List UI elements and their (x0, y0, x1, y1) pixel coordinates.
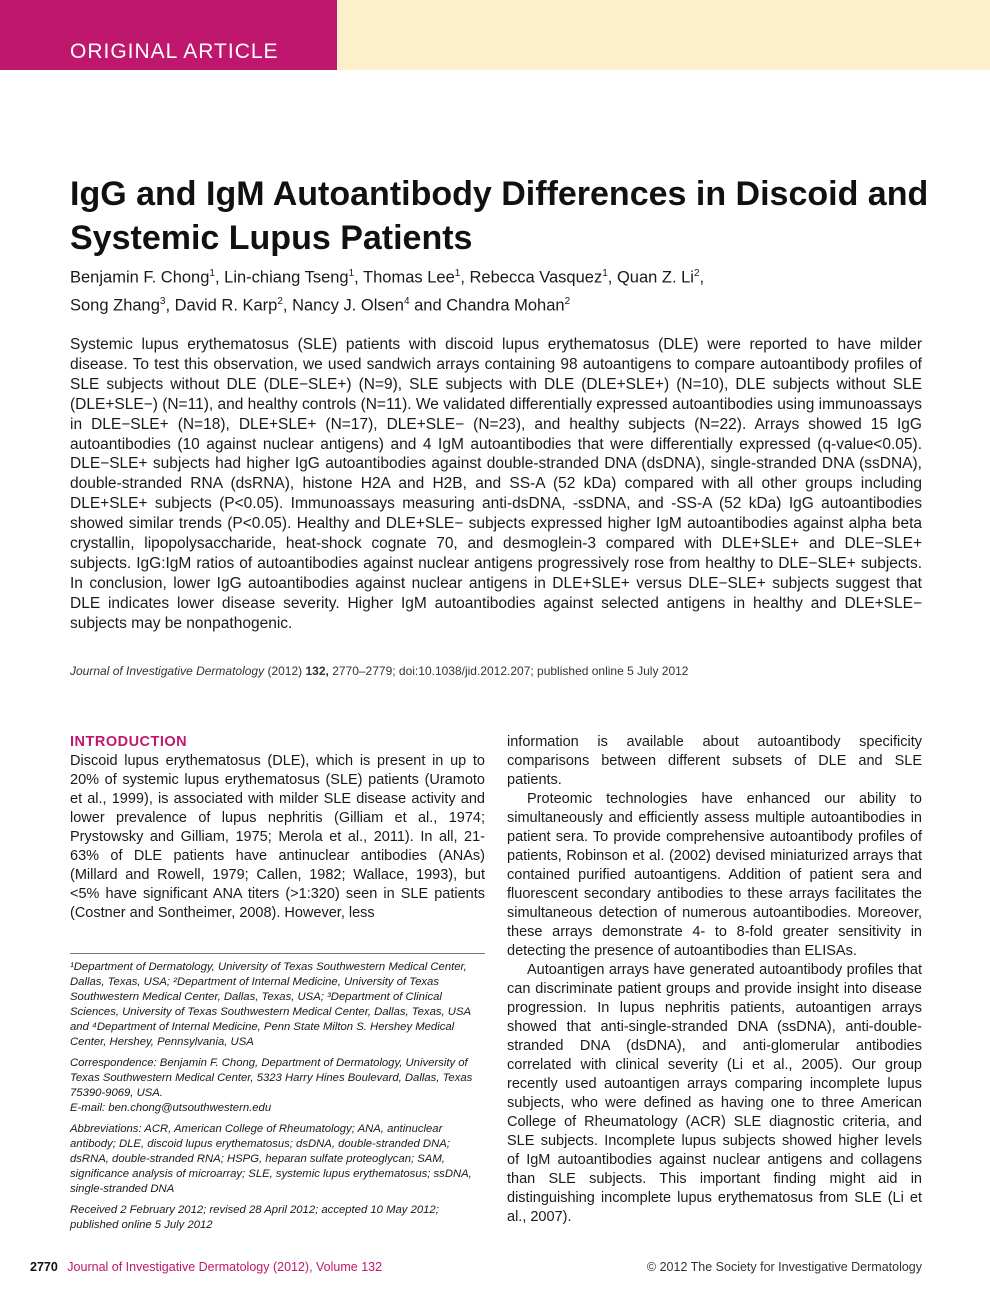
citation-volume: 132, (305, 664, 329, 678)
footer-journal: Journal of Investigative Dermatology (2012), Volume 132 (67, 1260, 383, 1274)
author-affiliation-mark: 1 (348, 268, 355, 279)
author-affiliation-mark: 2 (277, 295, 283, 307)
author-affiliation-mark: 3 (159, 295, 166, 307)
author-affiliation-mark: 1 (454, 268, 461, 279)
author-separator: and (409, 296, 447, 314)
author-name: Lin-chiang Tseng (224, 268, 349, 287)
author-affiliation-mark: 2 (693, 268, 700, 279)
abstract: Systemic lupus erythematosus (SLE) patients with discoid lupus erythematosus (DLE) were reported to have milder disease. To test this observation, we used sandwich arrays containing 98 autoantigens to compare autoantibody profiles of SLE subjects without DLE (DLE−SLE+) (N=9), SLE subjects with DLE (DLE+SLE+) (N=10), DLE subjects without SLE (DLE+SLE−) (N=11), and healthy controls (N=11). We validated differentially expressed autoantibodies using immunoassays in DLE−SLE+ (N=18), DLE+SLE+ (N=17), DLE+SLE− (N=23), and healthy subjects (N=22). Arrays showed 15 IgG autoantibodies (10 against nuclear antigens) and 4 IgM autoantibodies that were differentially expressed (q-value<0.05). DLE−SLE+ subjects had higher IgG autoantibodies against double-stranded DNA (dsDNA), single-stranded DNA (ssDNA), double-stranded RNA (dsRNA), histone H2A and H2B, and SS-A (52 kDa) compared with all other groups including DLE+SLE+ subjects (P<0.05). Immunoassays measuring anti-dsDNA, -ssDNA, and -SS-A (52 kDa) IgG autoantibodies showed similar trends (P<0.05). Healthy and DLE+SLE− subjects expressed higher IgM autoantibodies against alpha beta crystallin, lipopolysaccharide, heat-shock cognate 70, and desmoglein-3 compared with DLE+SLE+ and DLE−SLE+ subjects. IgG:IgM ratios of autoantibodies against nuclear antigens progressively rose from healthy to DLE−SLE+ subjects. In conclusion, lower IgG autoantibodies against nuclear antigens in DLE+SLE+ versus DLE−SLE+ subjects suggest that DLE indicates lower disease severity. Higher IgM autoantibodies against selected antigens in healthy and DLE+SLE− subjects may be nonpathogenic. (70, 336, 922, 632)
banner-fill (337, 0, 990, 70)
author-separator: , (607, 268, 617, 287)
author-separator: , (460, 268, 470, 287)
author-affiliation-mark: 1 (209, 268, 215, 279)
author-name: Song Zhang (70, 296, 160, 314)
section-banner (0, 0, 337, 70)
intro-paragraph-right-2: Proteomic technologies have enhanced our ability to simultaneously and efficiently assess multiple autoantibodies in patient sera. To provide comprehensive autoantibody profiles of patients, Robinson et al. (2002) devised miniaturized arrays that contained purified autoantigens. Addition of patient sera and fluorescent secondary antibodies to these arrays facilitates the simultaneous detection of numerous autoantibodies. Moreover, these arrays demonstrate 4- to 8-fold greater sensitivity in detecting the presence of autoantibodies than ELISAs. (507, 791, 922, 959)
author-name: Nancy J. Olsen (292, 296, 404, 314)
correspondence-block (70, 1056, 485, 1116)
introduction-heading: INTRODUCTION (70, 734, 188, 750)
citation-journal: Journal of Investigative Dermatology (70, 664, 265, 678)
author-name: Benjamin F. Chong (70, 268, 210, 287)
author-line-1 (70, 262, 930, 290)
abbreviations: Abbreviations: ACR, American College of Rheumatology; ANA, antinuclear antibody; DLE, discoid lupus erythematosus; dsDNA, double-stranded DNA; dsRNA, double-stranded RNA; HSPG, heparan sulfate proteoglycan; SAM, significance analysis of microarray; SLE, systemic lupus erythematosus; ssDNA, single-stranded DNA (70, 1123, 472, 1195)
author-name: Chandra Mohan (446, 296, 565, 314)
intro-paragraph-right-1: information is available about autoantibody specificity comparisons between different subsets of DLE and SLE patients. (507, 734, 922, 788)
correspondence: Correspondence: Benjamin F. Chong, Department of Dermatology, University of Texas Southwestern Medical Center, 5323 Harry Hines Boulevard, Dallas, Texas 75390-9069, USA. (70, 1057, 473, 1099)
citation-year: (2012) (267, 664, 303, 678)
author-list (70, 262, 930, 317)
right-column (507, 733, 922, 1227)
author-name: Thomas Lee (363, 268, 455, 287)
email-link[interactable]: E-mail: ben.chong@utsouthwestern.edu (70, 1102, 272, 1114)
author-separator: , (165, 296, 175, 314)
citation-rest: 2770–2779; doi:10.1038/jid.2012.207; published online 5 July 2012 (332, 664, 689, 678)
intro-paragraph-left: Discoid lupus erythematosus (DLE), which is present in up to 20% of systemic lupus erythematosus (SLE) patients (Uramoto et al., 1999), is associated with milder SLE disease activity and lower prevalence of lupus nephritis (Gilliam et al., 1974; Prystowsky and Gilliam, 1975; Merola et al., 2011). In all, 21-63% of DLE patients have antinuclear antibodies (ANAs) (Millard and Rowell, 1979; Callen, 1982; Wallace, 1993), but <5% have significant ANA titers (>1:320) seen in SLE patients (Costner and Sontheimer, 2008). However, less (70, 753, 485, 921)
article-title: IgG and IgM Autoantibody Differences in Discoid and Systemic Lupus Patients (70, 175, 929, 257)
affiliations: ¹Department of Dermatology, University of Texas Southwestern Medical Center, Dallas, Texas, USA; ²Department of Internal Medicine, University of Texas Southwestern Medical Center, Dallas, Texas, USA; ³Department of Clinical Sciences, University of Texas Southwestern Medical Center, Dallas, Texas, USA and ⁴Department of Internal Medicine, Penn State Milton S. Hershey Medical Center, Hershey, Pennsylvania, USA (70, 961, 471, 1048)
author-separator: , (699, 268, 705, 287)
author-separator: , (354, 268, 364, 287)
author-affiliation-mark: 2 (564, 295, 571, 307)
citation-line (70, 663, 922, 679)
author-line-2 (70, 290, 930, 318)
footnotes (70, 960, 485, 1239)
left-column (70, 733, 485, 923)
footer-left (30, 1260, 382, 1274)
page-number: 2770 (30, 1260, 58, 1274)
author-affiliation-mark: 4 (403, 295, 410, 307)
section-label: ORIGINAL ARTICLE (70, 40, 279, 63)
author-separator: , (214, 268, 225, 287)
author-name: David R. Karp (174, 296, 278, 314)
footer-copyright: © 2012 The Society for Investigative Dermatology (646, 1260, 922, 1274)
author-affiliation-mark: 1 (602, 268, 608, 279)
intro-paragraph-right-3: Autoantigen arrays have generated autoantibody profiles that can discriminate patient groups and provide insight into disease progression. In lupus nephritis patients, autoantigen arrays showed that anti-single-stranded DNA (ssDNA), anti-double-stranded DNA (dsDNA), and anti-glomerular antibodies correlated with clinical severity (Li et al., 2005). Our group recently used autoantigen arrays comparing incomplete lupus subjects, who were defined as having one to three American College of Rheumatology (ACR) SLE diagnostic criteria, and SLE subjects. Incomplete lupus subjects showed higher levels of IgM autoantibodies against nuclear antigens and collagens than SLE subjects. This important finding might aid in distinguishing incomplete lupus erythematosus from SLE (Li et al., 2007). (507, 962, 922, 1225)
footnote-divider (70, 953, 485, 954)
author-name: Quan Z. Li (616, 268, 694, 287)
received-dates: Received 2 February 2012; revised 28 April 2012; accepted 10 May 2012; published online 5 July 2012 (70, 1204, 439, 1231)
author-separator: , (282, 296, 293, 314)
author-name: Rebecca Vasquez (469, 268, 603, 287)
